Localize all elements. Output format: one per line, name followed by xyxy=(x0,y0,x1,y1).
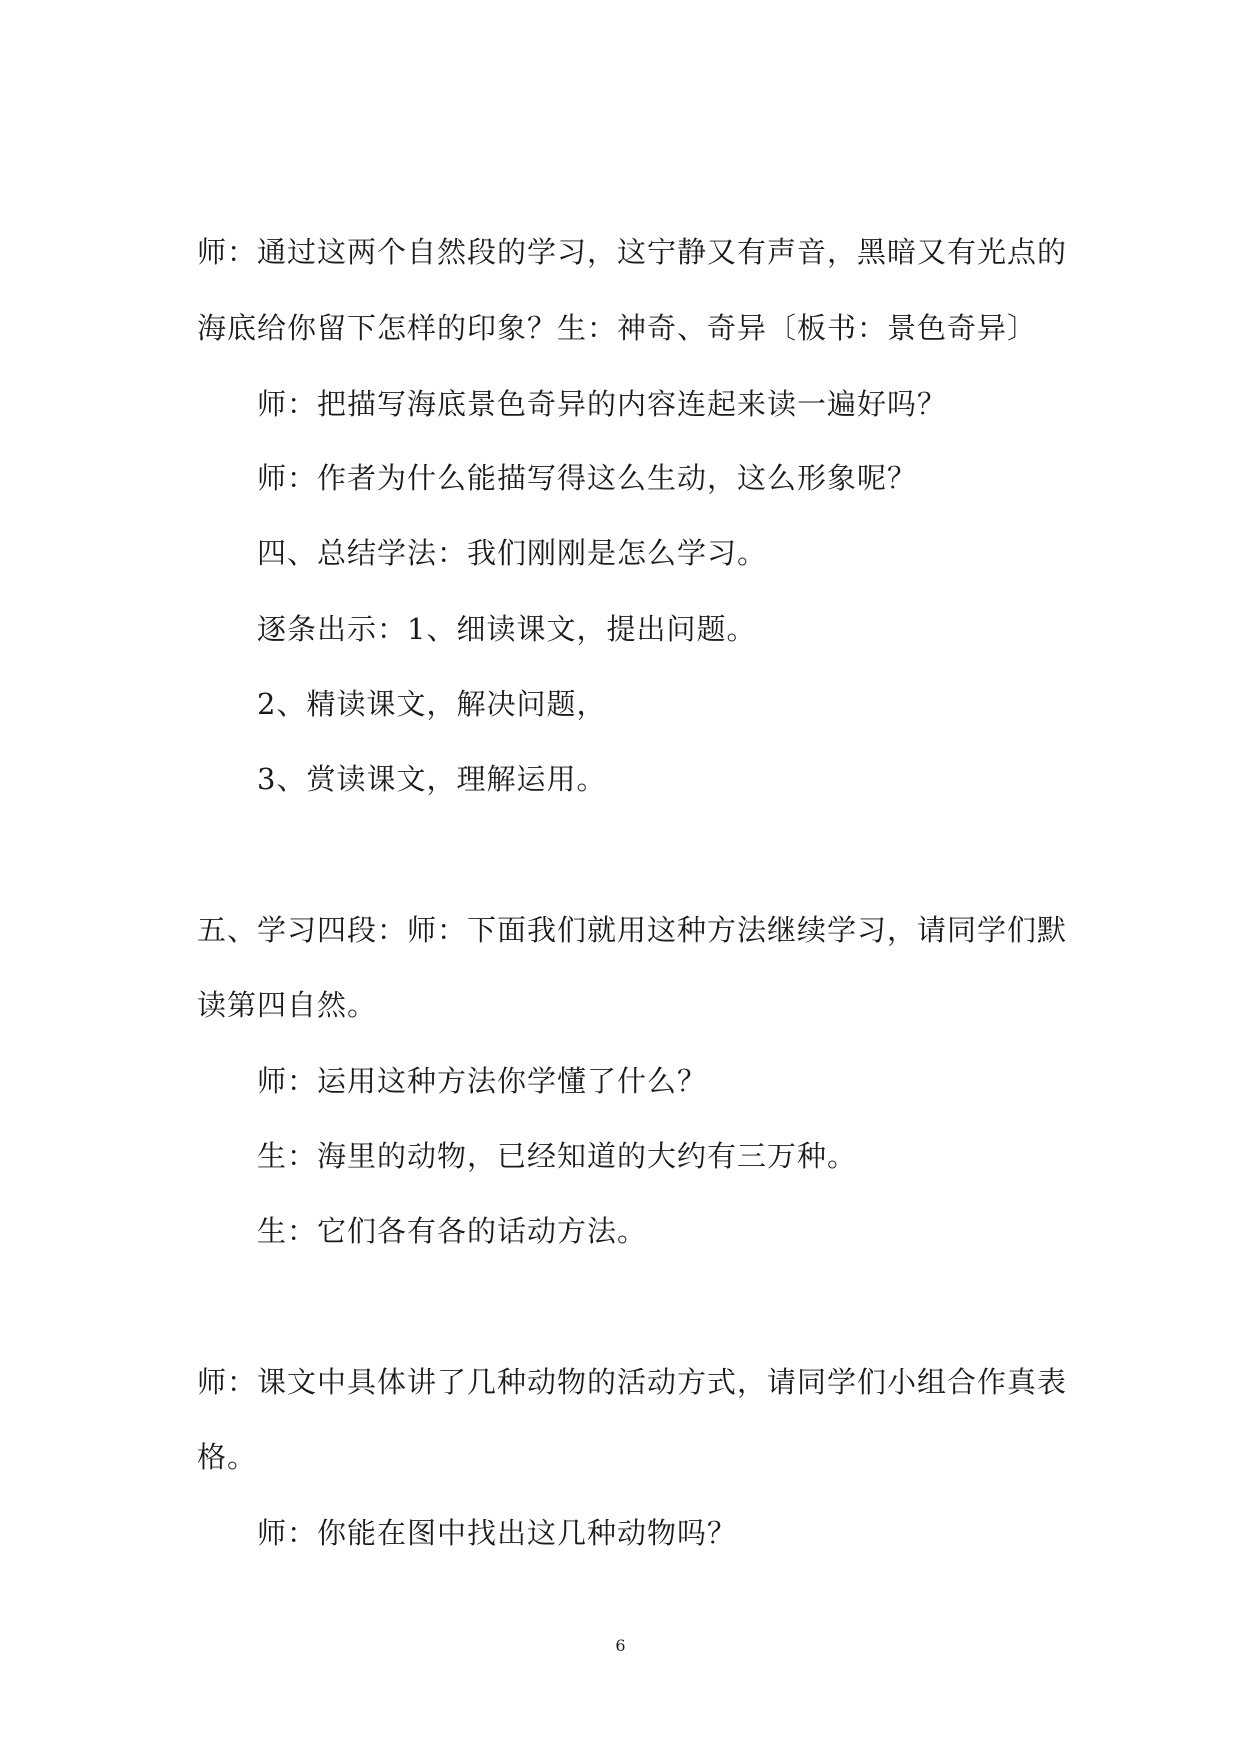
text-line-6: 逐条出示：1、细读课文，提出问题。 xyxy=(257,612,757,646)
text-line-11: 师：运用这种方法你学懂了什么？ xyxy=(257,1064,708,1098)
text-line-9: 五、学习四段：师：下面我们就用这种方法继续学习，请同学们默 xyxy=(197,913,1068,947)
text-line-12: 生：海里的动物，已经知道的大约有三万种。 xyxy=(257,1139,858,1173)
text-line-13: 生：它们各有各的话动方法。 xyxy=(257,1214,648,1248)
text-line-15: 格。 xyxy=(197,1440,258,1474)
text-line-4: 师：作者为什么能描写得这么生动，这么形象呢？ xyxy=(257,461,918,495)
text-line-14: 师：课文中具体讲了几种动物的活动方式，请同学们小组合作真表 xyxy=(197,1365,1068,1399)
text-line-7: 2、精读课文，解决问题， xyxy=(257,687,607,721)
text-line-1: 师：通过这两个自然段的学习，这宁静又有声音，黑暗又有光点的 xyxy=(197,235,1068,269)
text-line-2: 海底给你留下怎样的印象？生：神奇、奇异〔板书：景色奇异〕 xyxy=(197,311,1038,345)
text-line-5: 四、总结学法：我们刚刚是怎么学习。 xyxy=(257,536,768,570)
page-number: 6 xyxy=(615,1636,626,1655)
text-line-8: 3、赏读课文，理解运用。 xyxy=(257,762,607,796)
text-line-10: 读第四自然。 xyxy=(197,988,378,1022)
text-line-3: 师：把描写海底景色奇异的内容连起来读一遍好吗？ xyxy=(257,387,948,421)
text-line-16: 师：你能在图中找出这几种动物吗？ xyxy=(257,1516,738,1550)
